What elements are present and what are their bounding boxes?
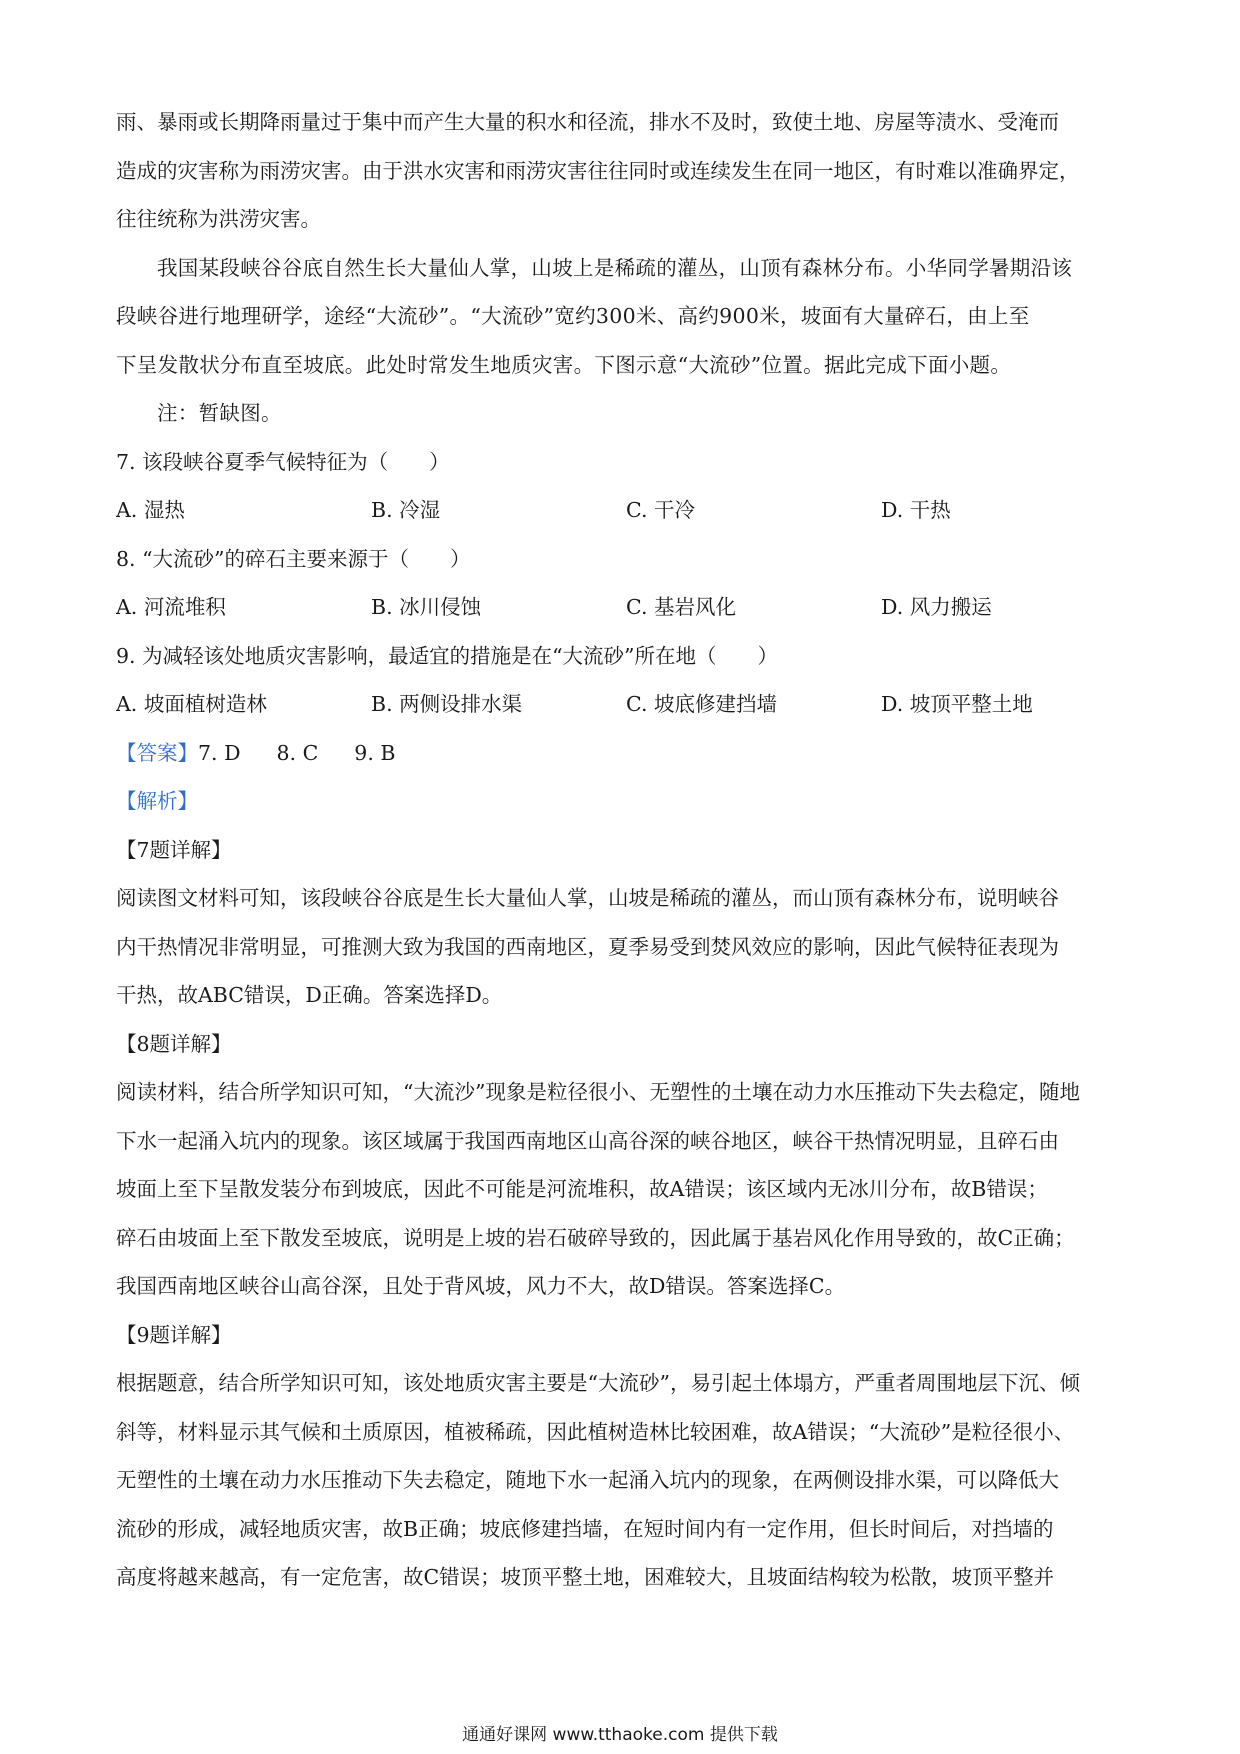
question-stem: 7. 该段峡谷夏季气候特征为（ ）: [116, 449, 450, 474]
detail-line: 阅读材料，结合所学知识可知，“大流沙”现象是粒径很小、无塑性的土壤在动力水压推动下失去稳定，随地: [116, 1080, 1080, 1104]
analysis-label: 【解析】: [116, 789, 198, 813]
detail-line: 斜等，材料显示其气候和土质原因，植被稀疏，因此植树造林比较困难，故A错误；“大流砂”是粒径很小、: [116, 1419, 1075, 1444]
detail-line: 根据题意，结合所学知识可知，该处地质灾害主要是“大流砂”，易引起土体塌方，严重者周围地层下沉、倾: [116, 1371, 1080, 1395]
answer-line: [116, 729, 1136, 778]
answer-9: 9. B: [354, 740, 396, 765]
detail-8: [116, 1020, 1136, 1311]
detail-line: 内干热情况非常明显，可推测大致为我国的西南地区，夏季易受到焚风效应的影响，因此气候特征表现为: [116, 934, 1059, 959]
intro-paragraph: [116, 98, 1136, 244]
option-c: C. 坡底修建挡墙: [626, 692, 777, 716]
document-page: [116, 98, 1136, 1602]
option-d: D. 风力搬运: [881, 595, 992, 619]
option-b: B. 两侧设排水渠: [371, 692, 523, 716]
detail-7: [116, 826, 1136, 1020]
answer-label: 【答案】: [116, 740, 198, 765]
detail-line: 干热，故ABC错误，D正确。答案选择D。: [116, 983, 503, 1007]
missing-figure-note: 注：暂缺图。: [157, 401, 282, 425]
option-d: D. 干热: [881, 498, 951, 522]
option-c: C. 基岩风化: [626, 595, 736, 619]
answer-7: 7. D: [198, 740, 241, 765]
intro-line: 雨、暴雨或长期降雨量过于集中而产生大量的积水和径流，排水不及时，致使土地、房屋等渍水、受淹而: [116, 110, 1059, 134]
material-line: 下呈发散状分布直至坡底。此处时常发生地质灾害。下图示意“大流砂”位置。据此完成下面小题。: [116, 352, 1012, 377]
detail-line: 下水一起涌入坑内的现象。该区域属于我国西南地区山高谷深的峡谷地区，峡谷干热情况明显，且碎石由: [116, 1128, 1059, 1153]
detail-9: [116, 1311, 1136, 1602]
detail-line: 流砂的形成，减轻地质灾害，故B正确；坡底修建挡墙，在短时间内有一定作用，但长时间后，对挡墙的: [116, 1516, 1054, 1541]
option-a: A. 坡面植树造林: [116, 692, 267, 716]
option-b: B. 冷湿: [371, 498, 441, 522]
page-footer: 通通好课网 www.tthaoke.com 提供下载: [462, 1725, 778, 1745]
option-b: B. 冰川侵蚀: [371, 595, 482, 619]
detail-line: 高度将越来越高，有一定危害，故C错误；坡顶平整土地，困难较大，且坡面结构较为松散，坡顶平整并: [116, 1565, 1055, 1589]
detail-heading: 【7题详解】: [116, 837, 232, 862]
intro-line: 造成的灾害称为雨涝灾害。由于洪水灾害和雨涝灾害往往同时或连续发生在同一地区，有时难以准确界定，: [116, 158, 1080, 183]
detail-line: 阅读图文材料可知，该段峡谷谷底是生长大量仙人掌，山坡是稀疏的灌丛，而山顶有森林分布，说明峡谷: [116, 886, 1059, 910]
intro-line: 往往统称为洪涝灾害。: [116, 207, 321, 231]
material-line: 我国某段峡谷谷底自然生长大量仙人掌，山坡上是稀疏的灌丛，山顶有森林分布。小华同学暑期沿该: [157, 255, 1073, 280]
question-7: [116, 438, 1136, 535]
detail-heading: 【9题详解】: [116, 1322, 232, 1347]
question-8: [116, 535, 1136, 632]
option-c: C. 干冷: [626, 498, 695, 522]
option-row: [116, 486, 1136, 535]
detail-line: 无塑性的土壤在动力水压推动下失去稳定，随地下水一起涌入坑内的现象，在两侧设排水渠，可以降低大: [116, 1468, 1059, 1492]
option-d: D. 坡顶平整土地: [881, 692, 1033, 716]
detail-line: 我国西南地区峡谷山高谷深，且处于背风坡，风力不大，故D错误。答案选择C。: [116, 1274, 846, 1298]
material-line: 段峡谷进行地理研学，途经“大流砂”。“大流砂”宽约300米、高约900米，坡面有大量碎石，由上至: [116, 304, 1030, 328]
detail-line: 坡面上至下呈散发装分布到坡底，因此不可能是河流堆积，故A错误；该区域内无冰川分布，故B错误；: [116, 1177, 1048, 1201]
option-a: A. 湿热: [116, 498, 185, 522]
question-stem: 9. 为减轻该处地质灾害影响，最适宜的措施是在“大流砂”所在地（ ）: [116, 643, 779, 668]
option-row: [116, 680, 1136, 729]
question-9: [116, 632, 1136, 729]
option-a: A. 河流堆积: [116, 595, 226, 619]
answer-8: 8. C: [276, 740, 319, 765]
question-stem: 8. “大流砂”的碎石主要来源于（ ）: [116, 546, 471, 571]
option-row: [116, 583, 1136, 632]
material-paragraph: [116, 244, 1136, 438]
detail-heading: 【8题详解】: [116, 1031, 232, 1056]
detail-line: 碎石由坡面上至下散发至坡底，说明是上坡的岩石破碎导致的，因此属于基岩风化作用导致的，故C正确；: [116, 1225, 1075, 1250]
